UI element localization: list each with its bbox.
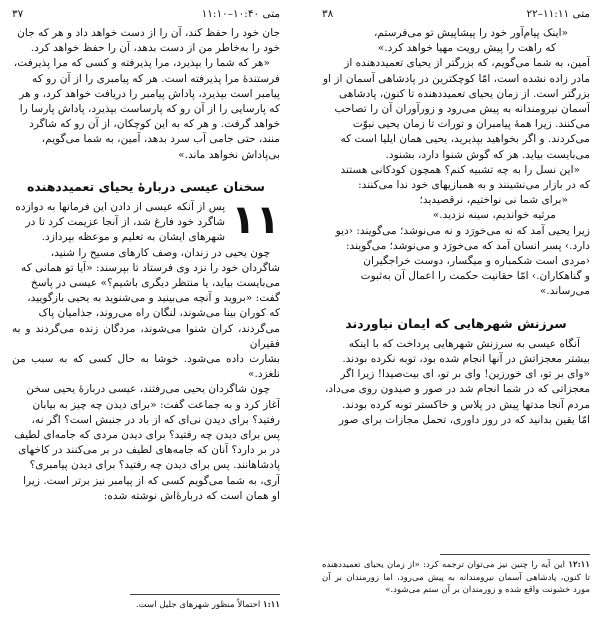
text-line: امّا یقین بدانید که در روز داوری، تحمل مجازات برای صور: [338, 413, 590, 426]
text-line: فرستندهٔ مرا پذیرفته است. هر که پیامبری را از آن رو که: [32, 72, 280, 85]
left-page: [12, 6, 280, 620]
footnote-reference: ۱۲:۱۱: [568, 560, 590, 570]
left-footnote: [12, 599, 280, 612]
text-line: «وای بر تو، ای خورزین! وای بر تو، ای بیت‌صیدا! زیرا اگر: [340, 368, 590, 381]
text-line: چون یحیی در زندان، وصف کارهای مسیح را شنید،: [50, 246, 270, 259]
text-line: مردم آنجا مدتها پیش در پلاس و خاکستر توبه کرده بودند.: [341, 398, 590, 411]
text-line: خواهد گرفت. و هر که به این کوچکان، از آن رو که شاگرد: [29, 118, 280, 131]
right-page-number: ۳۸: [322, 8, 334, 20]
text-line: که در بازار می‌نشینند و به همبازیهای خود ندا می‌کنند:: [358, 179, 590, 192]
text-line: آنگاه عیسی به سرزنش شهرهایی پرداخت که با اینکه: [348, 337, 580, 350]
text-line: شاگرد خود فارغ شد، از آنجا عزیمت کرد تا در: [25, 216, 226, 229]
text-line: می‌رساند.»: [539, 285, 590, 298]
section-title: سخنان عیسی دربارهٔ یحیای تعمیددهنده: [27, 178, 265, 194]
text-line: شاگردان خود را نزد وی فرستاد تا بپرسند: «آیا تو همانی که: [21, 261, 280, 274]
text-line: می‌بایست بیاید. هر که گوش شنوا دارد، بشنود.: [385, 148, 590, 161]
text-line: «اینک پیام‌آور خود را پیشاپیش تو می‌فرستم،: [373, 27, 568, 39]
right-footnote-area: [322, 546, 590, 597]
text-line: چون شاگردان یحیی می‌رفتند، عیسی دربارهٔ یحیی سخن: [26, 383, 270, 396]
text-line: «هر که شما را بپذیرد، مرا پذیرفته و کسی که مرا پذیرفت،: [13, 57, 270, 70]
text-line: می‌گردند، کران شنوا می‌شوند، مردگان زنده می‌گردند و به فقیران: [12, 322, 280, 350]
footnote-text: این آیه را چنین نیز می‌توان ترجمه کرد: «از زمان یحیای تعمیددهنده تا کنون، پادشاهی آسمان نیرومندانه به پیش می‌رود، اما زورمندان بر آن مورد خشونت واقع شده و زورمندان بر آن ستم می‌شود.»: [322, 560, 590, 595]
text-line: رفتید؟ برای دیدن نی‌ای که از باد در جنبش است؟ اگر نه،: [31, 413, 280, 426]
text-line: گفت: «بروید و آنچه می‌بینید و می‌شنوید به یحیی بازگویید،: [27, 292, 280, 305]
left-page-header: [12, 6, 280, 22]
text-line: دارد.› پسر انسان آمد که می‌خورَد و می‌نوشد؛ می‌گویند:: [345, 239, 590, 252]
left-page-body: [12, 26, 280, 504]
text-line: آری، به شما می‌گویم کسی که از پیامبر نیز برتر است. زیرا: [23, 474, 280, 487]
text-line: که راهت را پیش رویت مهیا خواهد کرد.»: [377, 42, 556, 55]
footnote-divider: [130, 594, 280, 595]
text-line: پیامبر است بپذیرد، پاداش پیامبر را دریافت خواهد کرد، و هر: [19, 87, 280, 100]
text-line: می‌بایست بیاید، یا منتظر دیگری باشیم؟» عیسی در پاسخ: [30, 277, 280, 290]
text-line: پس برای دیدن چه رفتید؟ برای دیدن مردی که جامه‌ای لطیف: [14, 429, 280, 442]
right-footnote: [322, 559, 590, 597]
footnote-reference: ۱:۱۱: [262, 600, 280, 610]
chapter-number: ۱۱: [231, 197, 280, 244]
text-line: و گناهکاران.› امّا حقانیت حکمت را اعمال آن به‌ثبوت: [360, 270, 590, 283]
section-title: سرزنش شهرهایی که ایمان نیاوردند: [345, 315, 567, 331]
chapter-block: [12, 197, 280, 504]
right-header-reference: متی ۱۱:۱۱–۲۲: [526, 8, 590, 20]
right-page-body: [322, 26, 590, 428]
text-line: ‹مردی است شکمباره و میگسار، دوست خراجگیران: [363, 255, 590, 268]
footnote-text: احتمالاً منظور شهرهای جلیل است.: [135, 600, 261, 610]
text-line: آمین، به شما می‌گویم، که بزرگتر از یحیای تعمیددهنده از: [344, 57, 590, 70]
right-page: [322, 6, 590, 620]
right-page-header: [322, 6, 590, 22]
text-line: پادشاهانند. پس برای دیدن چه رفتید؟ برای دیدن پیامبری؟: [29, 459, 280, 472]
text-line: خود را به‌خاطر من از دست بدهد، آن را حفظ خواهد کرد.: [30, 42, 280, 55]
text-line: که کوران بینا می‌شوند، لنگان راه می‌روند، جذامیان پاک: [38, 307, 280, 320]
left-footnote-area: [12, 586, 280, 612]
text-line: می‌کردند. و اگر بخواهید بپذیرید، یحیی همان ایلیا است که: [340, 133, 590, 146]
text-line: شهرهای ایشان به تعلیم و موعظه بپردازد.: [41, 231, 226, 244]
text-line: منند، حتی جامی آب سرد بدهد، آمین، به شما می‌گویم،: [41, 133, 280, 146]
text-line: زیرا یحیی آمد که نه می‌خورَد و نه می‌نوشد؛ می‌گویند: ‹دیو: [335, 224, 590, 237]
footnote-divider: [440, 554, 590, 555]
text-line: مادر زاده نشده است، امّا کوچکترین در پادشاهی آسمان از او: [322, 72, 590, 85]
text-line: «برای شما نی نواختیم، نرقصیدید؛: [419, 194, 568, 207]
text-line: پس از آنکه عیسی از دادن این فرمانها به دوازده: [15, 201, 226, 214]
left-page-number: ۳۷: [12, 8, 24, 20]
text-line: بشارت داده می‌شود. خوشا به حال کسی که به سبب من نلغزد.»: [12, 353, 280, 381]
text-line: مرثیه خواندیم، سینه نزدید.»: [432, 209, 556, 222]
text-line: بیشتر معجزاتش در آنها انجام شده بود، توبه نکرده بودند.: [342, 353, 590, 366]
text-line: «این نسل را به چه تشبیه کنم؟ همچون کودکانی هستند: [340, 163, 580, 176]
text-line: معجزاتی که در شما انجام شد در صور و صیدون روی می‌داد،: [325, 383, 590, 396]
text-line: او همان است که دربارهٔ‌اش نوشته شده:: [103, 489, 280, 502]
text-line: آسمان نیرومندانه به پیش می‌رود و زورآوران آن را تصاحب: [334, 103, 590, 116]
text-line: آغاز کرد و به جماعت گفت: «برای دیدن چه چیز به بیابان: [32, 398, 280, 411]
left-header-reference: متی ۱۰:۴۰–۱۱:۱۰: [201, 8, 280, 20]
text-line: بی‌پاداش نخواهد ماند.»: [178, 148, 280, 161]
text-line: بزرگتر است. از زمان یحیای تعمیددهنده تا کنون، پادشاهی: [339, 87, 590, 100]
text-line: در بر دارد؟ آنان که جامه‌های لطیف در بر می‌کنند در کاخهای: [18, 444, 280, 457]
text-line: که پارسایی را از آن رو که پارساست بپذیرد، پاداش پارسا را: [19, 103, 280, 116]
text-line: جان خود را حفظ کند، آن را از دست خواهد داد و هر که جان: [17, 27, 280, 39]
text-line: می‌کنند. زیرا همهٔ پیامبران و تورات تا زمان یحیی نبوّت: [352, 118, 590, 131]
